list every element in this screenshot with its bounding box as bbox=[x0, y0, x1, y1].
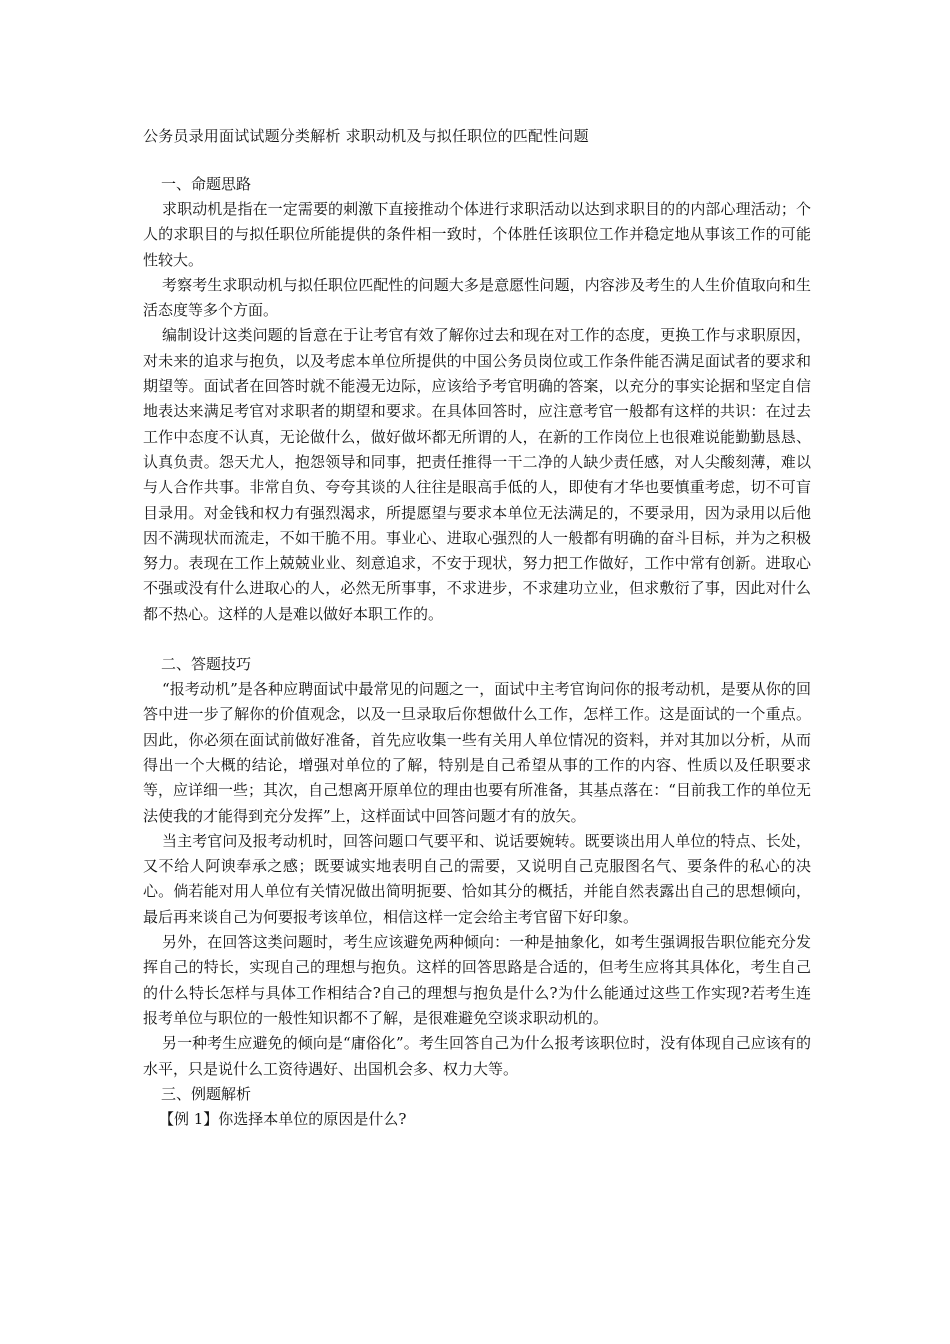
document-page bbox=[143, 126, 811, 1132]
paragraph: 求职动机是指在一定需要的刺激下直接推动个体进行求职活动以达到求职目的的内部心理活动；个人的求职目的与拟任职位所能提供的条件相一致时，个体胜任该职位工作并稳定地从事该工作的可能性较大。 bbox=[143, 200, 811, 269]
paragraph: 编制设计这类问题的旨意在于让考官有效了解你过去和现在对工作的态度，更换工作与求职原因，对未来的追求与抱负，以及考虑本单位所提供的中国公务员岗位或工作条件能否满足面试者的要求和期望等。面试者在回答时就不能漫无边际，应该给予考官明确的答案，以充分的事实论据和坚定自信地表达来满足考官对求职者的期望和要求。在具体回答时，应注意考官一般都有这样的共识：在过去工作中态度不认真，无论做什么，做好做坏都无所谓的人，在新的工作岗位上也很难说能勤勤恳恳、认真负责。怨天尤人，抱怨领导和同事，把责任推得一干二净的人缺少责任感，对人尖酸刻薄，难以与人合作共事。非常自负、夸夸其谈的人往往是眼高手低的人，即使有才华也要慎重考虑，切不可盲目录用。对金钱和权力有强烈渴求，所提愿望与要求本单位无法满足的，不要录用，因为录用以后他因不满现状而流走，不如干脆不用。事业心、进取心强烈的人一般都有明确的奋斗目标，并为之积极努力。表现在工作上兢兢业业、刻意追求，不安于现状，努力把工作做好，工作中常有创新。进取心不强或没有什么进取心的人，必然无所事事，不求进步，不求建功立业，但求敷衍了事，因此对什么都不热心。这样的人是难以做好本职工作的。 bbox=[143, 326, 811, 623]
spacer bbox=[143, 627, 811, 652]
section-heading-1: 一、命题思路 bbox=[161, 175, 252, 193]
section-heading-3: 三、例题解析 bbox=[161, 1084, 252, 1103]
example-question: 【例 1】你选择本单位的原因是什么? bbox=[159, 1109, 407, 1128]
section-heading-2: 二、答题技巧 bbox=[161, 655, 252, 674]
paragraph: 另外，在回答这类问题时，考生应该避免两种倾向：一种是抽象化，如考生强调报告职位能充分发挥自己的特长，实现自己的理想与抱负。这样的回答思路是合适的，但考生应将其具体化，考生自己的什么特长怎样与具体工作相结合?自己的理想与抱负是什么?为什么能通过这些工作实现?若考生连报考单位与职位的一般性知识都不了解，是很难避免空谈求职动机的。 bbox=[143, 933, 811, 1027]
paragraph: 当主考官问及报考动机时，回答问题口气要平和、说话要婉转。既要谈出用人单位的特点、长处，又不给人阿谀奉承之感；既要诚实地表明自己的需要，又说明自己克服图名气、要条件的私心的决心。倘若能对用人单位有关情况做出简明扼要、恰如其分的概括，并能自然表露出自己的思想倾向，最后再来谈自己为何要报考该单位，相信这样一定会给主考官留下好印象。 bbox=[143, 831, 811, 926]
document-title: 公务员录用面试试题分类解析 求职动机及与拟任职位的匹配性问题 bbox=[143, 127, 589, 145]
paragraph: 另一种考生应避免的倾向是“庸俗化”。考生回答自己为什么报考该职位时，没有体现自己应该有的水平，只是说什么工资待遇好、出国机会多、权力大等。 bbox=[143, 1034, 811, 1078]
paragraph: 考察考生求职动机与拟任职位匹配性的问题大多是意愿性问题，内容涉及考生的人生价值取向和生活态度等多个方面。 bbox=[143, 275, 811, 320]
paragraph: “报考动机”是各种应聘面试中最常见的问题之一，面试中主考官询问你的报考动机，是要从你的回答中进一步了解你的价值观念，以及一旦录取后你想做什么工作，怎样工作。这是面试的一个重点。因此，你必须在面试前做好准备，首先应收集一些有关用人单位情况的资料，并对其加以分析，从而得出一个大概的结论，增强对单位的了解，特别是自己希望从事的工作的内容、性质以及任职要求等，应详细一些；其次，自己想离开原单位的理由也要有所准备，其基点落在：“目前我工作的单位无法使我的才能得到充分发挥”上，这样面试中回答问题才有的放矢。 bbox=[143, 680, 811, 825]
